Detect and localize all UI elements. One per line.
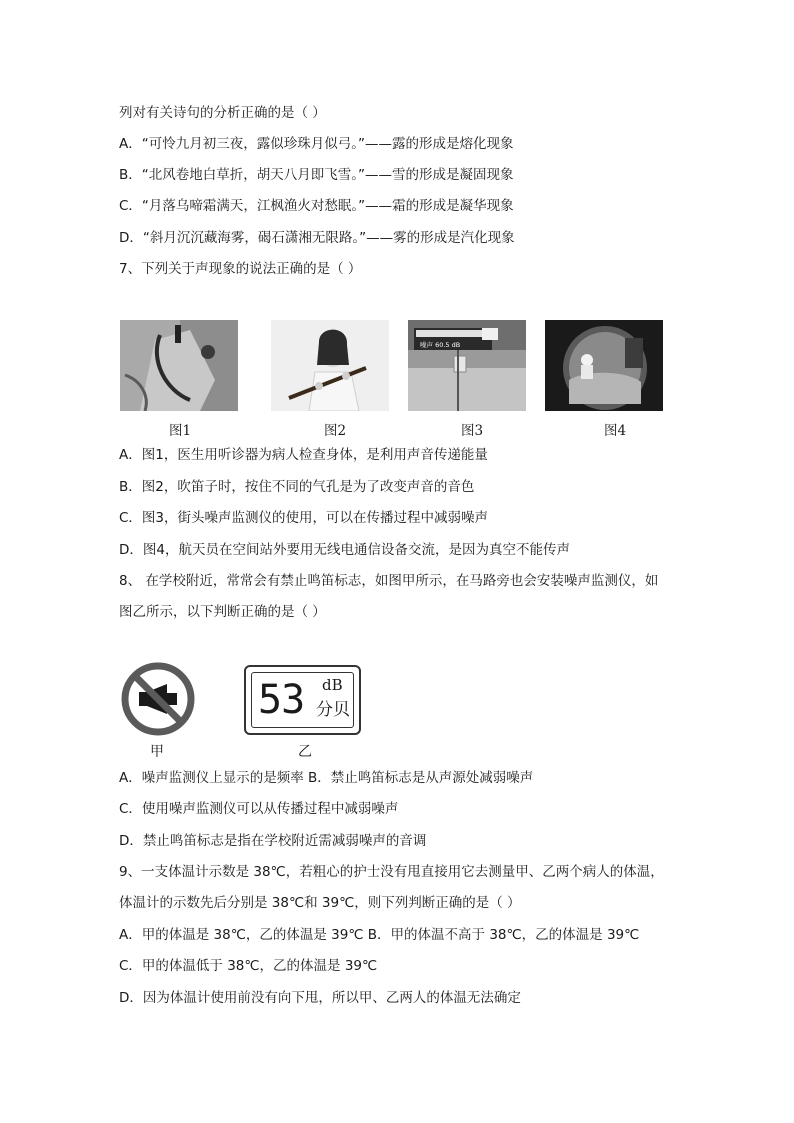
figure-4-caption: 图4	[604, 423, 627, 439]
q9-stem-line-1: 9、一支体温计示数是 38℃，若粗心的护士没有甩直接用它去测量甲、乙两个病人的体温，	[119, 864, 664, 880]
no-honking-sign-icon	[121, 662, 195, 736]
monitor-sign-text: 噪声 60.5 dB	[420, 341, 461, 349]
noise-monitor-photo	[408, 320, 526, 411]
meter-unit: dB	[322, 676, 343, 694]
q6-option-c: C．“月落乌啼霜满天，江枫渔火对愁眠。”——霜的形成是凝华现象	[119, 198, 514, 214]
meter-value: 53	[258, 677, 305, 723]
q7-option-d: D．图4，航天员在空间站外要用无线电通信设备交流，是因为真空不能传声	[119, 542, 570, 558]
meter-unit-cn: 分贝	[316, 700, 350, 720]
q9-option-ab: A．甲的体温是 38℃，乙的体温是 39℃ B．甲的体温不高于 38℃，乙的体温是 39℃	[119, 927, 640, 943]
figure-3-caption: 图3	[461, 423, 484, 439]
q8-stem-line-1: 8、 在学校附近，常常会有禁止鸣笛标志，如图甲所示，在马路旁也会安装噪声监测仪，如	[119, 573, 659, 589]
q9-option-c: C．甲的体温低于 38℃，乙的体温是 39℃	[119, 958, 378, 974]
q6-option-a: A．“可怜九月初三夜，露似珍珠月似弓。”——露的形成是熔化现象	[119, 136, 514, 152]
sign-label: 甲	[150, 744, 164, 760]
q9-stem-line-2: 体温计的示数先后分别是 38℃和 39℃，则下列判断正确的是（ ）	[119, 895, 521, 911]
q8-option-d: D．禁止鸣笛标志是指在学校附近需减弱噪声的音调	[119, 833, 427, 849]
q7-stem: 7、下列关于声现象的说法正确的是（ ）	[119, 261, 362, 277]
figure-2-caption: 图2	[324, 423, 347, 439]
q8-option-c: C．使用噪声监测仪可以从传播过程中减弱噪声	[119, 801, 399, 817]
noise-meter-display	[244, 665, 361, 735]
q7-option-c: C．图3，街头噪声监测仪的使用，可以在传播过程中减弱噪声	[119, 510, 489, 526]
stethoscope-photo	[120, 320, 238, 411]
q6-stem: 列对有关诗句的分析正确的是（ ）	[119, 105, 326, 121]
q8-stem-line-2: 图乙所示，以下判断正确的是（ ）	[119, 604, 326, 620]
astronaut-photo	[545, 320, 663, 411]
q6-option-b: B．“北风卷地白草折，胡天八月即飞雪。”——雪的形成是凝固现象	[119, 167, 514, 183]
flute-player-photo	[271, 320, 389, 411]
q6-option-d: D．“斜月沉沉藏海雾，碣石潇湘无限路。”——雾的形成是汽化现象	[119, 230, 515, 246]
q7-option-a: A．图1，医生用听诊器为病人检查身体，是利用声音传递能量	[119, 447, 488, 463]
figure-1-caption: 图1	[169, 423, 192, 439]
q7-option-b: B．图2，吹笛子时，按住不同的气孔是为了改变声音的音色	[119, 479, 475, 495]
meter-label: 乙	[298, 744, 312, 760]
q8-option-ab: A．噪声监测仪上显示的是频率 B．禁止鸣笛标志是从声源处减弱噪声	[119, 770, 534, 786]
q9-option-d: D．因为体温计使用前没有向下甩，所以甲、乙两人的体温无法确定	[119, 990, 521, 1006]
